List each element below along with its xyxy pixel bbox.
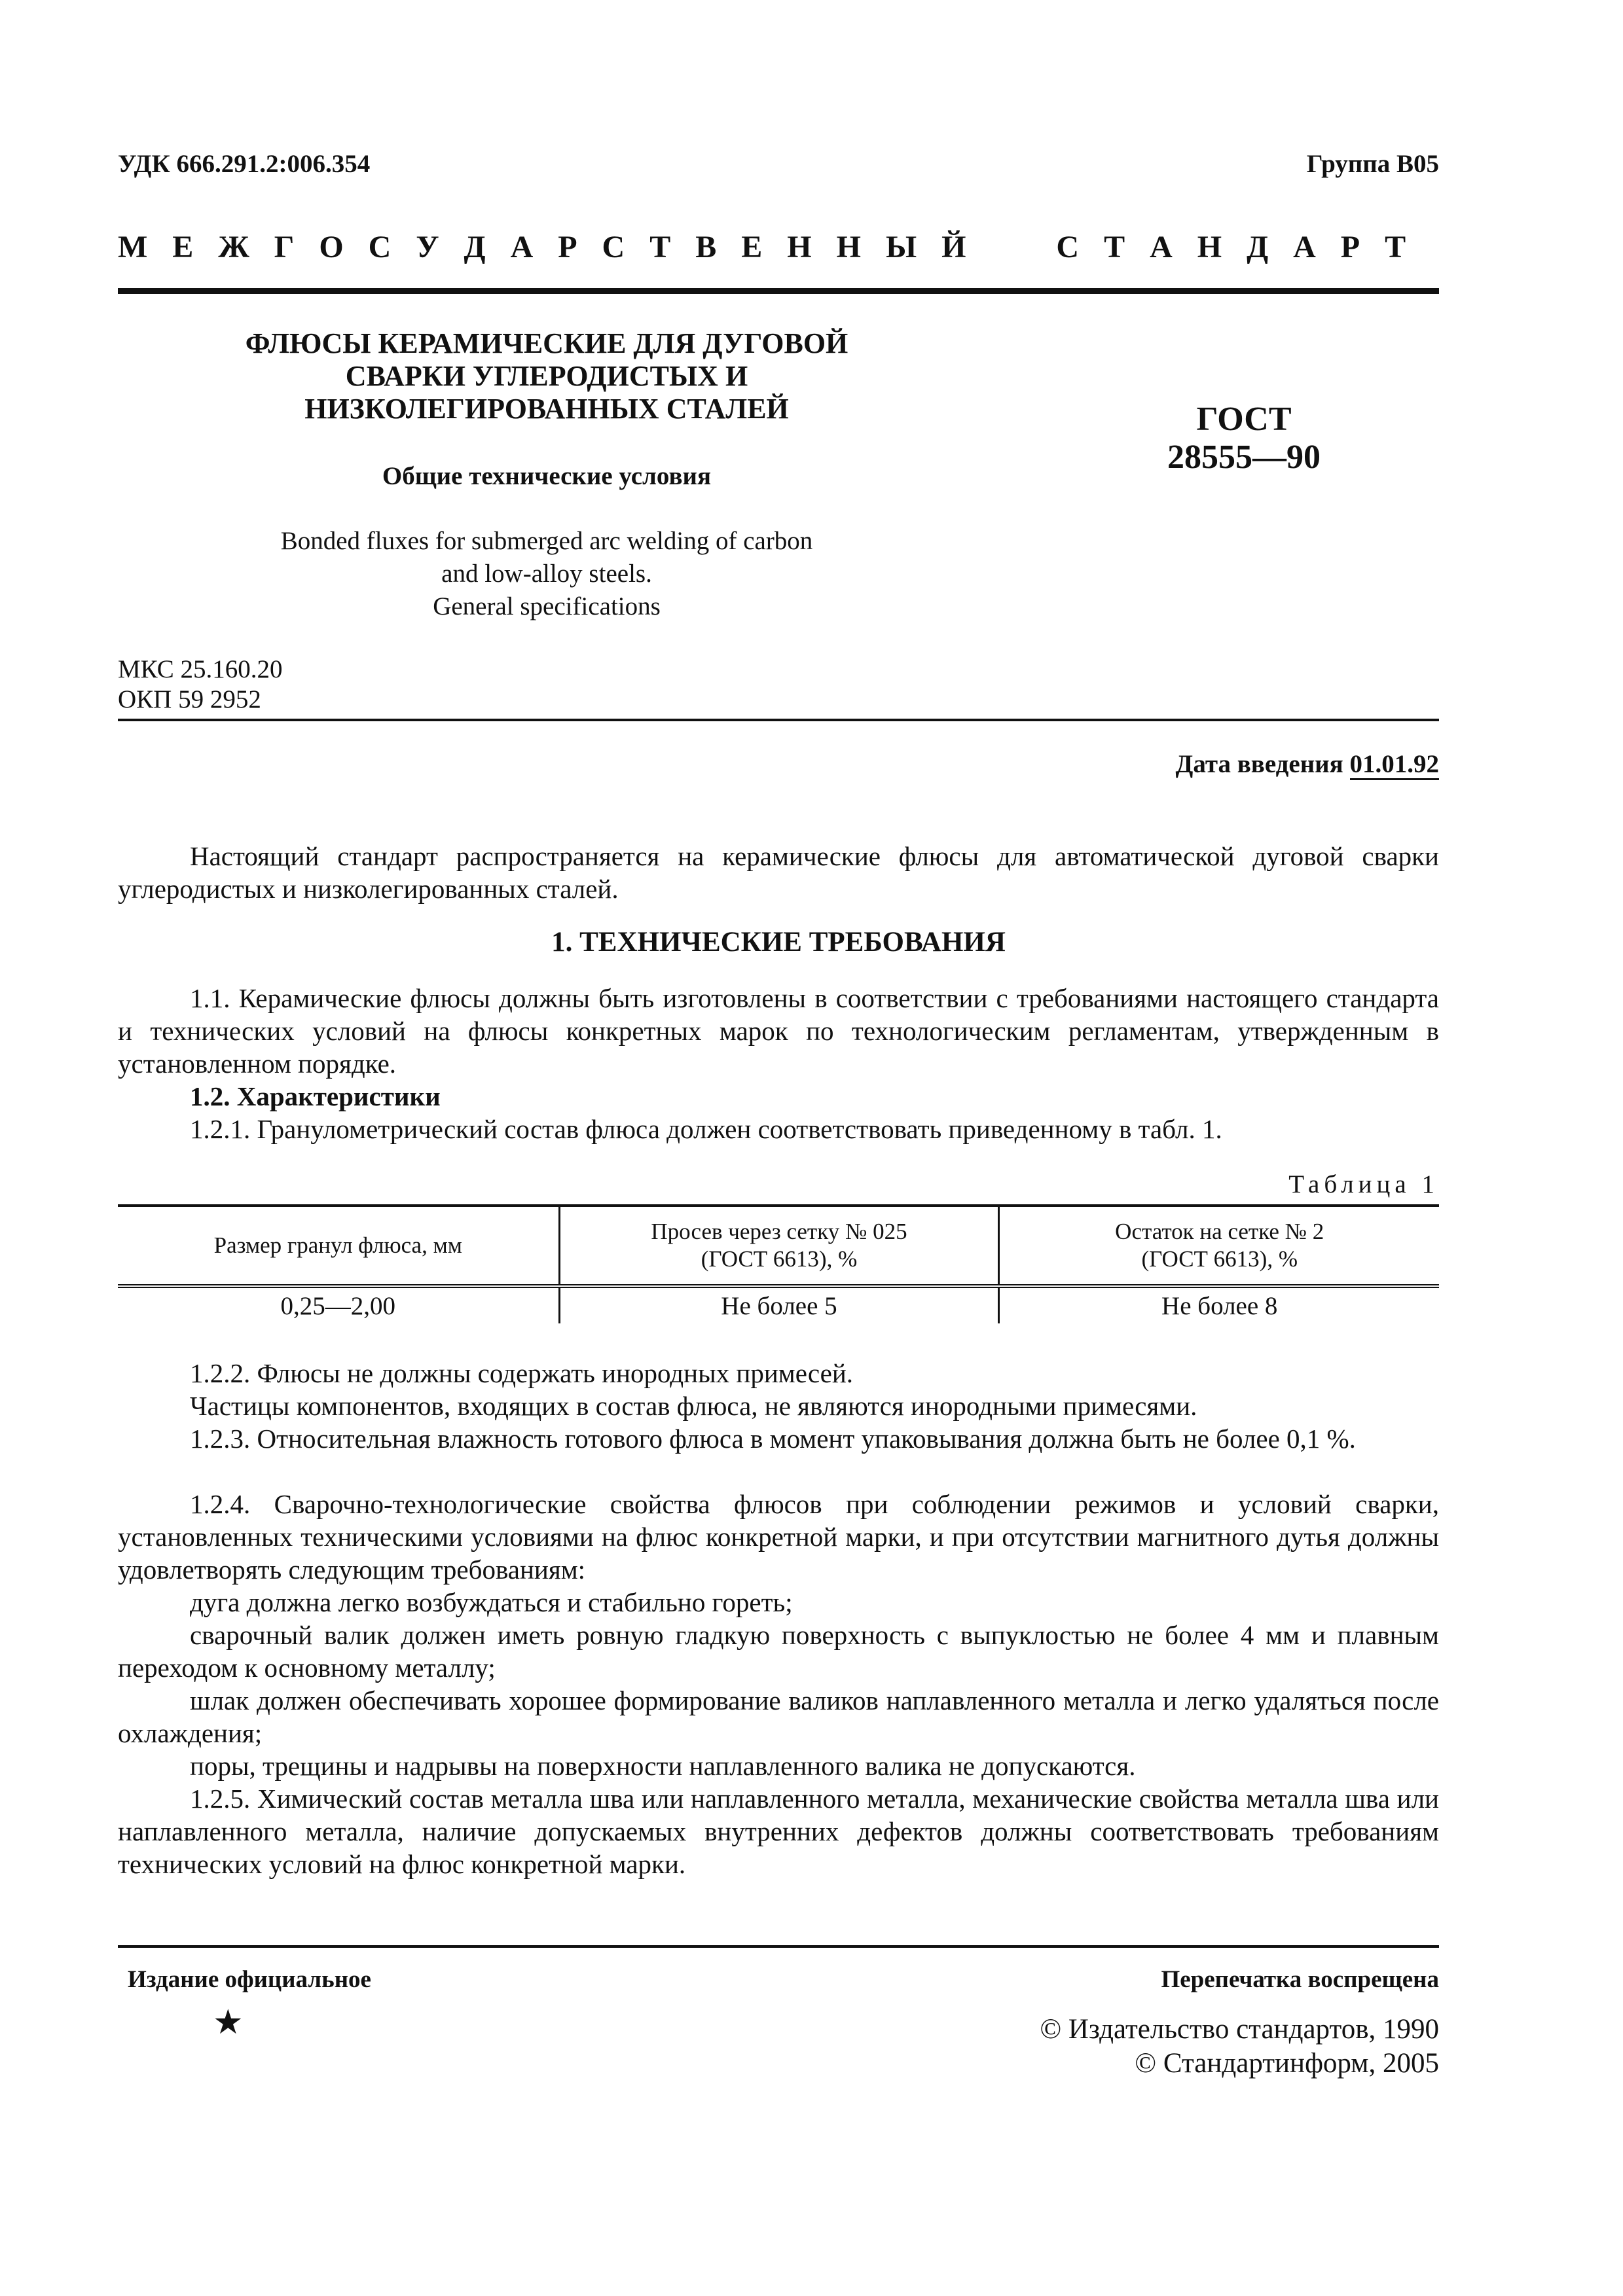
section-heading: 1. ТЕХНИЧЕСКИЕ ТРЕБОВАНИЯ (551, 927, 1006, 958)
table-header-text: (ГОСТ 6613), % (701, 1246, 858, 1272)
table-header-row (118, 1206, 1439, 1286)
copyright-block (1040, 2013, 1439, 2081)
requirement-item: поры, трещины и надрывы на поверхности наплавленного валика не допускаются. (190, 1751, 1136, 1781)
english-title-line: Bonded fluxes for submerged arc welding of carbon (280, 527, 813, 555)
table-header-cell (118, 1206, 559, 1286)
clause-1-2-4: 1.2.4. Сварочно-технологические свойства флюсов при соблюдении режимов и условий сварки, установленных техническими условиями на флюс конкретной марки, и при отсутствии магнитного дутья должны удовлетворять следующим требованиям: (118, 1489, 1439, 1585)
mks-code: МКС 25.160.20 (118, 655, 283, 683)
gost-number (1100, 401, 1388, 476)
table-header-text: (ГОСТ 6613), % (1141, 1246, 1298, 1272)
clause-1-2-2-note: Частицы компонентов, входящих в состав флюса, не являются инородными примесями. (190, 1391, 1197, 1421)
english-title (137, 525, 956, 623)
table-header-text: Размер гранул флюса, мм (213, 1232, 462, 1258)
classification-codes (118, 655, 282, 715)
udk-code: УДК 666.291.2:006.354 (118, 150, 371, 178)
requirement-item: шлак должен обеспечивать хорошее формирование валиков наплавленного металла и легко удаляться после охлаждения; (118, 1685, 1439, 1748)
copyright-line: © Издательство стандартов, 1990 (1040, 2014, 1439, 2045)
clause-1-2-2: 1.2.2. Флюсы не должны содержать инородных примесей. (190, 1358, 854, 1388)
introduction-date-value: 01.01.92 (1350, 750, 1440, 780)
gost-code: 28555—90 (1167, 439, 1321, 476)
table-cell: Не более 5 (559, 1286, 999, 1323)
table-cell: Не более 8 (999, 1286, 1439, 1323)
gost-label: ГОСТ (1196, 401, 1292, 438)
clause-1-2-5: 1.2.5. Химический состав металла шва или наплавленного металла, механические свойства металла шва или наплавленного металла, наличие допускаемых внутренних дефектов должны соответствовать требованиям технических условий на флюс конкретной марки. (118, 1784, 1439, 1879)
title-line: СВАРКИ УГЛЕРОДИСТЫХ И (345, 360, 748, 392)
granulometry-table (118, 1204, 1439, 1323)
requirement-item: дуга должна легко возбуждаться и стабильно гореть; (190, 1587, 793, 1617)
clause-1-1: 1.1. Керамические флюсы должны быть изготовлены в соответствии с требованиями настоящего стандарта и технических условий на флюсы конкретных марок по технологическим регламентам, утвержденным в установленном порядке. (118, 983, 1439, 1079)
english-title-line: and low-alloy steels. (441, 560, 652, 588)
group-code: Группа В05 (1306, 150, 1439, 178)
clause-1-2-heading: 1.2. Характеристики (190, 1081, 441, 1111)
document-subtitle: Общие технические условия (382, 462, 712, 490)
codes-rule (118, 719, 1439, 721)
clause-1-2-3: 1.2.3. Относительная влажность готового флюса в момент упаковывания должна быть не более 0,1 %. (190, 1424, 1356, 1454)
table-header-cell (999, 1206, 1439, 1286)
intro-paragraph: Настоящий стандарт распространяется на керамические флюсы для автоматической дуговой сварки углеродистых и низколегированных сталей. (118, 841, 1439, 904)
document-title (137, 327, 956, 425)
title-line: ФЛЮСЫ КЕРАМИЧЕСКИЕ ДЛЯ ДУГОВОЙ (245, 327, 848, 359)
title-line: НИЗКОЛЕГИРОВАННЫХ СТАЛЕЙ (304, 393, 789, 425)
table-header-cell (559, 1206, 999, 1286)
copyright-line: © Стандартинформ, 2005 (1135, 2048, 1439, 2079)
clause-1-2-1: 1.2.1. Гранулометрический состав флюса должен соответствовать приведенному в табл. 1. (190, 1114, 1222, 1144)
footer-rule (118, 1945, 1439, 1948)
table-header-text: Просев через сетку № 025 (651, 1219, 907, 1244)
table-header-text: Остаток на сетке № 2 (1115, 1219, 1324, 1244)
star-icon: ★ (213, 2003, 244, 2042)
official-edition-label: Издание официальное (128, 1966, 371, 1993)
table-row (118, 1286, 1439, 1323)
introduction-date (1176, 749, 1439, 779)
requirement-item: сварочный валик должен иметь ровную гладкую поверхность с выпуклостью не более 4 мм и плавным переходом к основному металлу; (118, 1620, 1439, 1683)
introduction-date-label: Дата введения (1175, 750, 1343, 778)
english-title-line: General specifications (433, 592, 661, 620)
table-caption: Таблица 1 (1288, 1170, 1439, 1198)
okp-code: ОКП 59 2952 (118, 685, 261, 713)
header-rule (118, 288, 1439, 294)
reprint-prohibited-label: Перепечатка воспрещена (1161, 1966, 1439, 1993)
table-cell: 0,25—2,00 (280, 1291, 395, 1320)
interstate-standard-heading: М Е Ж Г О С У Д А Р С Т В Е Н Н Ы Й С Т А Н Д А Р Т (118, 230, 1415, 264)
